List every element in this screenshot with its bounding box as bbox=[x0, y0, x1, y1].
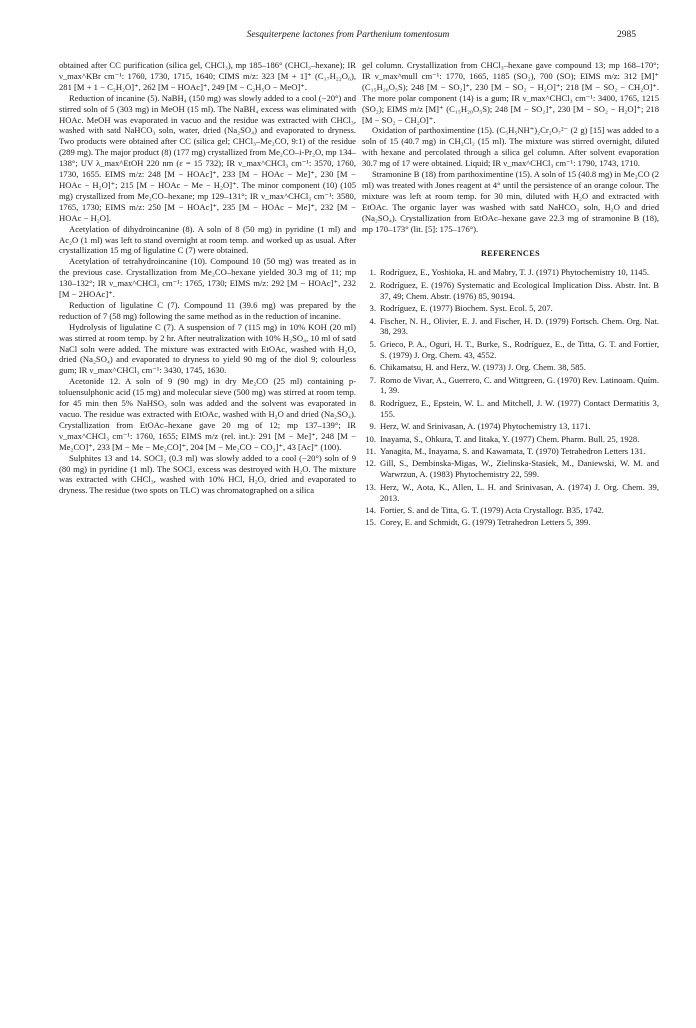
running-title: Sesquiterpene lactones from Parthenium tomentosum bbox=[246, 30, 450, 40]
experimental-paragraph: Sulphites 13 and 14. SOCl₂ (0.3 ml) was slowly added to a cool (−20°) soln of 9 (80 mg) in pyridine (1 ml). The SOCl₂ excess was destroyed with H₂O. The mixture was extracted with CHCl₃, washed with 10% HCl, H₂O, dried and evaporated to dryness. The residue (two spots on TLC) was chromatographed on a silica bbox=[59, 452, 356, 496]
reference-item bbox=[362, 362, 659, 373]
reference-item bbox=[362, 421, 659, 432]
reference-text: Chikamatsu, H. and Herz, W. (1973) J. Org. Chem. 38, 585. bbox=[380, 362, 586, 373]
reference-item bbox=[362, 434, 659, 445]
reference-text: Romo de Vivar, A., Guerrero, C. and Wittgreen, G. (1970) Rev. Latinoam. Quím. 1, 39. bbox=[380, 374, 659, 396]
reference-text: Corey, E. and Schmidt, G. (1979) Tetrahedron Letters 5, 399. bbox=[380, 517, 591, 528]
reference-item bbox=[362, 316, 659, 338]
reference-item bbox=[362, 280, 659, 302]
experimental-paragraph: obtained after CC purification (silica gel, CHCl₃), mp 185–186° (CHCl₃–hexane); IR ν_max^KBr cm⁻¹: 1760, 1730, 1715, 1640; CIMS m/z: 323 [M + 1]⁺ (C₁₇H₂₂O₆), 281 [M + 1 − C₂H₂O]⁺, 262 [M − HOAc]⁺, 249 [M − C₂H₅O − MeO]⁺. bbox=[59, 60, 356, 92]
reference-item bbox=[362, 446, 659, 457]
reference-number: 12. bbox=[365, 458, 376, 469]
reference-item bbox=[362, 505, 659, 516]
experimental-paragraph: Oxidation of parthoximentine (15). (C₅H₅NH⁺)₂Cr₂O₇²⁻ (2 g) [15] was added to a soln of 15 (40.7 mg) in CH₂Cl₂ (15 ml). The mixture was stirred overnight, diluted with hexane and percolated through a silica gel column. After solvent evaporation 30.7 mg of 17 were obtained. Liquid; IR ν_max^CHCl₃ cm⁻¹: 1790, 1743, 1710. bbox=[362, 125, 659, 169]
reference-number: 15. bbox=[365, 517, 376, 528]
reference-item bbox=[362, 517, 659, 528]
reference-item bbox=[362, 482, 659, 504]
reference-number: 8. bbox=[369, 397, 376, 408]
reference-text: Rodríguez, E. (1977) Biochem. Syst. Ecol. 5, 207. bbox=[380, 303, 553, 314]
experimental-paragraph: Reduction of incanine (5). NaBH₄ (150 mg) was slowly added to a cool (−20°) and stirred soln of 5 (303 mg) in MeOH (15 ml). The NaBH₄ excess was eliminated with HOAc. MeOH was evaporated in vacuo and the residue was extracted with CHCl₃, washed with satd NaHCO₃ soln, water, dried (Na₂SO₄) and evaporated to dryness. Two products were obtained after CC (silica gel; CHCl₃–Me₂CO, 9:1) of the residue (289 mg). The major product (8) (177 mg) crystallized from Me₂CO–i-Pr₂O, mp 134–138°; UV λ_max^EtOH 220 nm (ε = 15 732); IR ν_max^CHCl₃ cm⁻¹: 3570, 1760, 1730, 1655. EIMS m/z: 248 [M − HOAc]⁺, 233 [M − HOAc − Me]⁺, 230 [M − HOAc − H₂O]⁺; 215 [M − HOAc − Me − H₂O]⁺. The minor component (10) (105 mg) crystallized from Me₂CO–hexane; mp 129–131°; IR ν_max^CHCl₃ cm⁻¹: 3580, 1765, 1730; EIMS m/z: 250 [M − HOAc]⁺, 235 [M − HOAc − Me]⁺, 232 [M − HOAc − H₂O]. bbox=[59, 92, 356, 223]
left-column bbox=[59, 60, 356, 496]
reference-text: Rodríguez, E., Epstein, W. L. and Mitchell, J. W. (1977) Contact Dermatitis 3, 155. bbox=[380, 397, 659, 419]
reference-number: 1. bbox=[369, 267, 376, 278]
experimental-paragraph: Acetylation of dihydroincanine (8). A soln of 8 (50 mg) in pyridine (1 ml) and Ac₂O (1 ml) was left to stand overnight at room temp. and worked up as usual. After crystallization 15 mg of ligulatine C (7) were obtained. bbox=[59, 223, 356, 256]
reference-text: Yanagita, M., Inayama, S. and Kawamata, T. (1970) Tetrahedron Letters 131. bbox=[380, 446, 646, 456]
reference-number: 11. bbox=[365, 446, 376, 456]
experimental-paragraph: gel column. Crystallization from CHCl₃–hexane gave compound 13; mp 168–170°; IR ν_max^mull cm⁻¹: 1770, 1665, 1185 (SO₂), 700 (SO); EIMS m/z: 312 [M]⁺ (C₁₅H₂₀O₅S); 248 [M − SO₂]⁺, 230 [M − SO₂ − H₂O]⁺; 218 [M − SO₂ − CH₂O]⁺. The more polar component (14) is a gum; IR ν_max^CHCl₃ cm⁻¹: 3400, 1765, 1215 (SO₂); EIMS m/z [M]⁺ (C₁₅H₂₀O₅S); 248 [M − SO₂]⁺, 230 [M − SO₂ − H₂O]⁺; 218 [M − SO₂ − CH₂O]⁺. bbox=[362, 60, 659, 125]
experimental-paragraph: Hydrolysis of ligulatine C (7). A suspension of 7 (115 mg) in 10% KOH (20 ml) was stirred at room temp. by 2 hr. After neutralization with 10% H₂SO₄, 10 ml of satd NaCl soln were added. The mixture was extracted with EtOAc, washed with H₂O, dried (Na₂SO₄) and evaporated to dryness to yield 90 mg of the diol 9; colourless gum; IR ν_max^CHCl₃ cm⁻¹: 3430, 1745, 1630. bbox=[59, 321, 356, 376]
reference-number: 10. bbox=[365, 433, 376, 444]
reference-item bbox=[362, 303, 659, 314]
page-number: 2985 bbox=[617, 30, 636, 40]
reference-number: 6. bbox=[369, 362, 376, 373]
reference-text: Grieco, P. A., Oguri, H. T., Burke, S., Rodríguez, E., de Titta, G. T. and Fortier, S. (1979) J. Org. Chem. 43, 4552. bbox=[380, 338, 659, 360]
reference-number: 5. bbox=[369, 338, 376, 349]
reference-number: 9. bbox=[369, 421, 376, 432]
experimental-paragraph: Reduction of ligulatine C (7). Compound 11 (39.6 mg) was prepared by the reduction of 7 (58 mg) following the same method as in the reduction of incanine. bbox=[59, 299, 356, 321]
reference-text: Fortier, S. and de Titta, G. T. (1979) Acta Crystallogr. B35, 1742. bbox=[380, 505, 604, 516]
running-head bbox=[0, 30, 696, 44]
reference-number: 2. bbox=[369, 279, 376, 290]
experimental-paragraph: Stramonine B (18) from parthoximentine (15). A soln of 15 (40.8 mg) in Me₂CO (2 ml) was treated with Jones reagent at 4° until the persistence of an orange colour. The mixture was left at room temp. for 30 min, diluted with H₂O and extracted with EtOAc. The organic layer was washed with satd NaHCO₃ soln, H₂O and dried (Na₂SO₄). Crystallization from EtOAc–hexane gave 22.3 mg of stramonine B (18), mp 170–173° (lit. [5]: 175–176°). bbox=[362, 169, 659, 234]
reference-text: Herz, W. and Srinivasan, A. (1974) Phytochemistry 13, 1171. bbox=[380, 421, 591, 432]
reference-text: Inayama, S., Ohkura, T. and Iitaka, Y. (1977) Chem. Pharm. Bull. 25, 1928. bbox=[380, 433, 640, 444]
reference-item bbox=[362, 267, 659, 278]
reference-text: Rodríguez, E., Yoshioka, H. and Mabry, T. J. (1971) Phytochemistry 10, 1145. bbox=[380, 267, 650, 278]
reference-item bbox=[362, 375, 659, 397]
reference-number: 3. bbox=[369, 303, 376, 314]
references-heading: REFERENCES bbox=[480, 248, 541, 258]
reference-item bbox=[362, 458, 659, 480]
reference-item bbox=[362, 339, 659, 361]
experimental-paragraph: Acetylation of tetrahydroincanine (10). Compound 10 (50 mg) was treated as in the previous case. Crystallization from Me₂CO–hexane yielded 30.3 mg of 11; mp 130–132°; IR ν_max^CHCl₃ cm⁻¹: 1765, 1730; EIMS m/z: 292 [M − HOAc]⁺, 232 [M − 2HOAc]⁺. bbox=[59, 256, 356, 300]
reference-number: 13. bbox=[365, 481, 376, 492]
reference-item bbox=[362, 398, 659, 420]
reference-number: 7. bbox=[369, 374, 376, 385]
reference-number: 14. bbox=[365, 505, 376, 516]
reference-text: Herz, W., Aota, K., Allen, L. H. and Srinivasan, A. (1974) J. Org. Chem. 39, 2013. bbox=[380, 481, 659, 503]
reference-number: 4. bbox=[369, 315, 376, 326]
reference-text: Rodríguez, E. (1976) Systematic and Ecological Implication Diss. Abstr. Int. B 37, 49; Chem. Abstr. (1976) 85, 90194. bbox=[380, 279, 659, 301]
right-column bbox=[362, 60, 659, 530]
references-list bbox=[362, 267, 659, 528]
experimental-paragraph: Acetonide 12. A soln of 9 (90 mg) in dry Me₂CO (25 ml) containing p-toluensulphonic acid (15 mg) and molecular sieve (500 mg) was stirred at room temp. for 45 min then 5% NaHSO₃ soln was added and the solvent was evaporated in vacuo. The residue was extracted with EtOAc, washed with H₂O and dried (Na₂SO₄). Crystallization from EtOAc–hexane gave 20 mg of 12; mp 137–139°; IR ν_max^CHCl₃ cm⁻¹: 1760, 1655; EIMS m/z (rel. int.): 291 [M − Me]⁺, 248 [M − Me₂CO]⁺, 233 [M − Me − Me₂CO]⁺, 204 [M − Me₂CO − CO₂]⁺, 43 [Ac]⁺ (100). bbox=[59, 376, 356, 452]
reference-text: Fischer, N. H., Olivier, E. J. and Fischer, H. D. (1979) Fortsch. Chem. Org. Nat. 38, 293. bbox=[380, 315, 659, 337]
reference-text: Gill, S., Dembinska-Migas, W., Zielinska-Stasiek, M., Daniewski, W. M. and Warwrzun, A. (1983) Phytochemistry 22, 599. bbox=[380, 458, 659, 480]
